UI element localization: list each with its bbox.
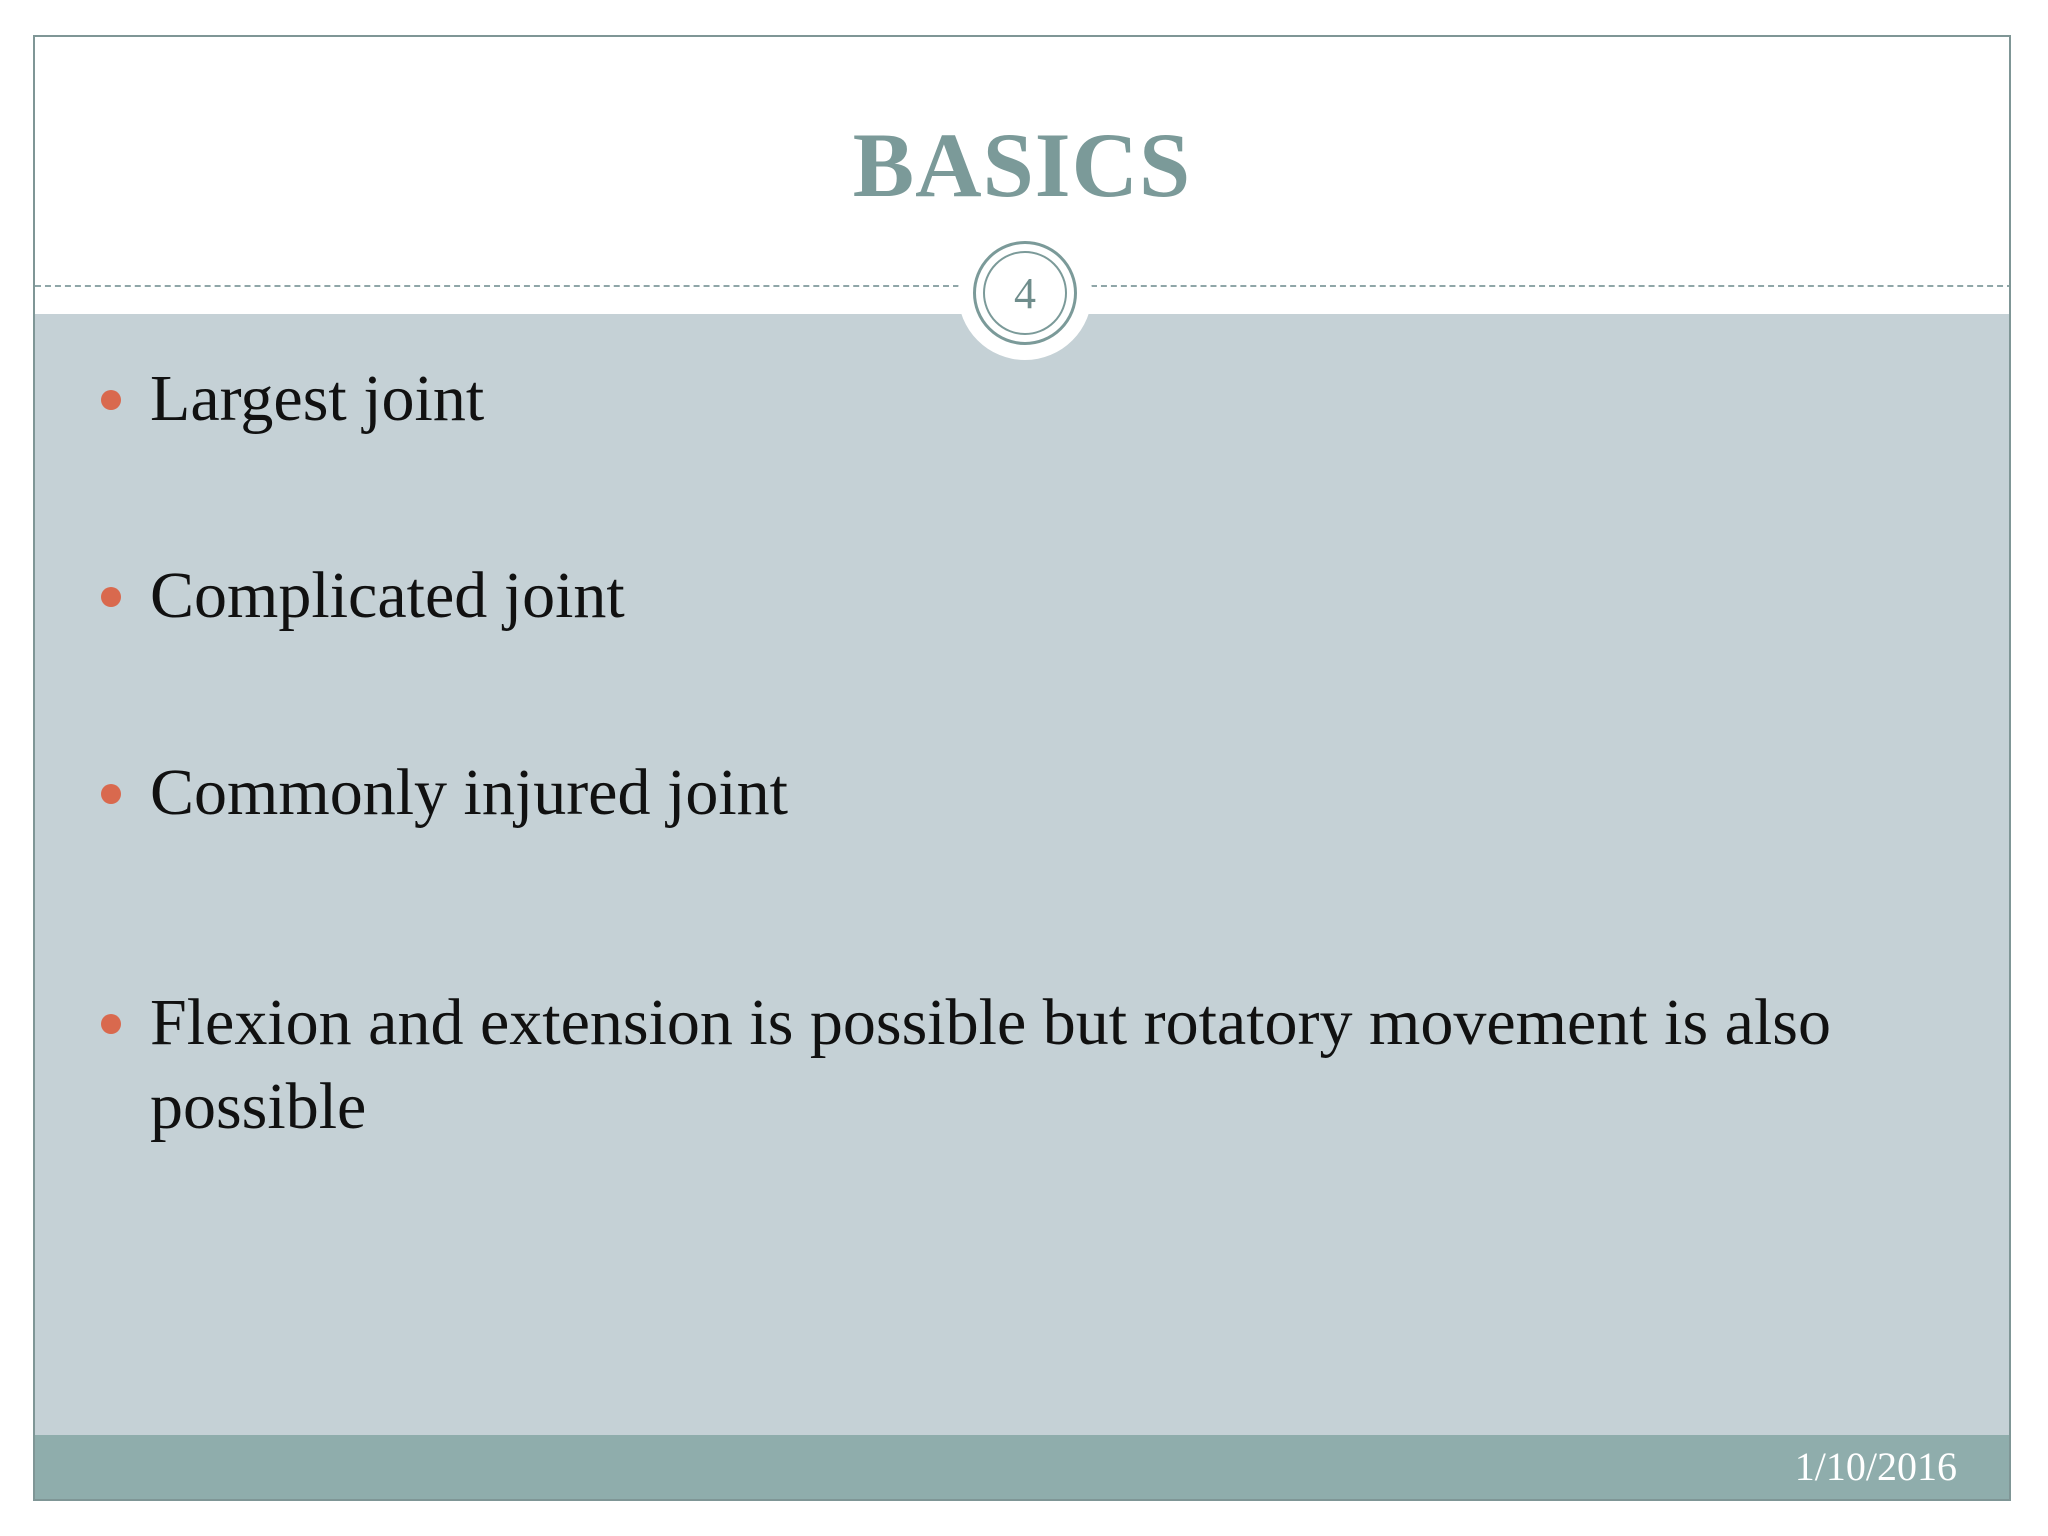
slide-title: BASICS xyxy=(852,114,1192,216)
footer-date: 1/10/2016 xyxy=(1794,1444,1957,1489)
footer-bar xyxy=(35,1435,2009,1501)
bullet-dot-icon xyxy=(101,1014,121,1034)
bullet-text: Commonly injured joint xyxy=(150,756,788,829)
bullet-item xyxy=(150,357,1960,441)
bullet-dot-icon xyxy=(101,390,121,410)
slide-number-badge xyxy=(973,241,1077,345)
bullet-dot-icon xyxy=(101,784,121,804)
slide-number: 4 xyxy=(983,251,1067,335)
bullet-dot-icon xyxy=(101,587,121,607)
content-area xyxy=(35,314,2009,1435)
slide xyxy=(33,35,2011,1501)
bullet-item xyxy=(150,554,1960,638)
bullet-text: Flexion and extension is possible but rotatory movement is also possible xyxy=(150,986,1831,1143)
title-divider-right xyxy=(1091,285,2011,287)
title-divider-left xyxy=(35,285,959,287)
bullet-text: Complicated joint xyxy=(150,559,625,632)
bullet-item xyxy=(150,981,1960,1149)
bullet-item xyxy=(150,751,1960,835)
bullet-text: Largest joint xyxy=(150,362,485,435)
